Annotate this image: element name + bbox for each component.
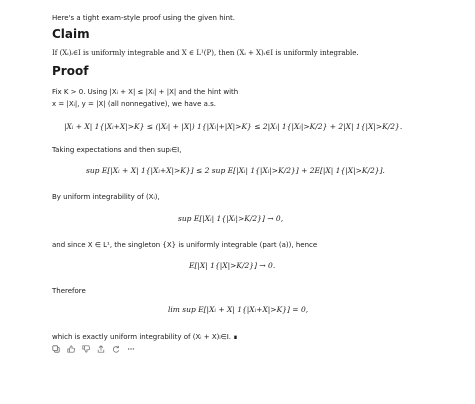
proof-heading: Proof [52,64,89,78]
equation-4: E[|X| 1{|X|>K/2}] → 0. [189,261,276,270]
equation-2: sup E[|Xᵢ + X| 1{|Xᵢ+X|>K}] ≤ 2 sup E[|Xᵢ| 1{|Xᵢ|>K/2}] + 2E[|X| 1{|X|>K/2}]. [86,166,385,175]
share-icon[interactable] [97,345,105,353]
therefore-text: Therefore [52,287,86,295]
intro-text: Here's a tight exam-style proof using the given hint. [52,14,235,22]
equation-3: sup E[|Xᵢ| 1{|Xᵢ|>K/2}] → 0, [178,214,284,223]
claim-heading: Claim [52,27,90,41]
proof-line-1: Fix K > 0. Using |Xᵢ + X| ≤ |Xᵢ| + |X| and the hint with [52,88,239,96]
equation-5: lim sup E[|Xᵢ + X| 1{|Xᵢ+X|>K}] = 0, [168,305,309,314]
conclusion-text: which is exactly uniform integrability of (Xᵢ + X)ᵢ∈I. ∎ [52,333,238,341]
equation-1: |Xᵢ + X| 1{|Xᵢ+X|>K} ≤ (|Xᵢ| + |X|) 1{|Xᵢ|+|X|>K} ≤ 2|Xᵢ| 1{|Xᵢ|>K/2} + 2|X| 1{|X|>K/2}. [64,122,403,131]
more-icon[interactable] [127,345,135,353]
by-ui-text: By uniform integrability of (Xᵢ), [52,193,160,201]
copy-icon[interactable] [52,345,60,353]
proof-line-2: x = |Xᵢ|, y = |X| (all nonnegative), we have a.s. [52,100,216,108]
thumbs-up-icon[interactable] [67,345,75,353]
claim-text: If (Xᵢ)ᵢ∈I is uniformly integrable and X ∈ L¹(P), then (Xᵢ + X)ᵢ∈I is uniformly integrable. [52,49,359,57]
thumbs-down-icon[interactable] [82,345,90,353]
and-since-text: and since X ∈ L¹, the singleton {X} is uniformly integrable (part (a)), hence [52,241,318,249]
regenerate-icon[interactable] [112,345,120,353]
message-actions [52,345,135,353]
taking-expectations-text: Taking expectations and then supᵢ∈I, [52,146,182,154]
